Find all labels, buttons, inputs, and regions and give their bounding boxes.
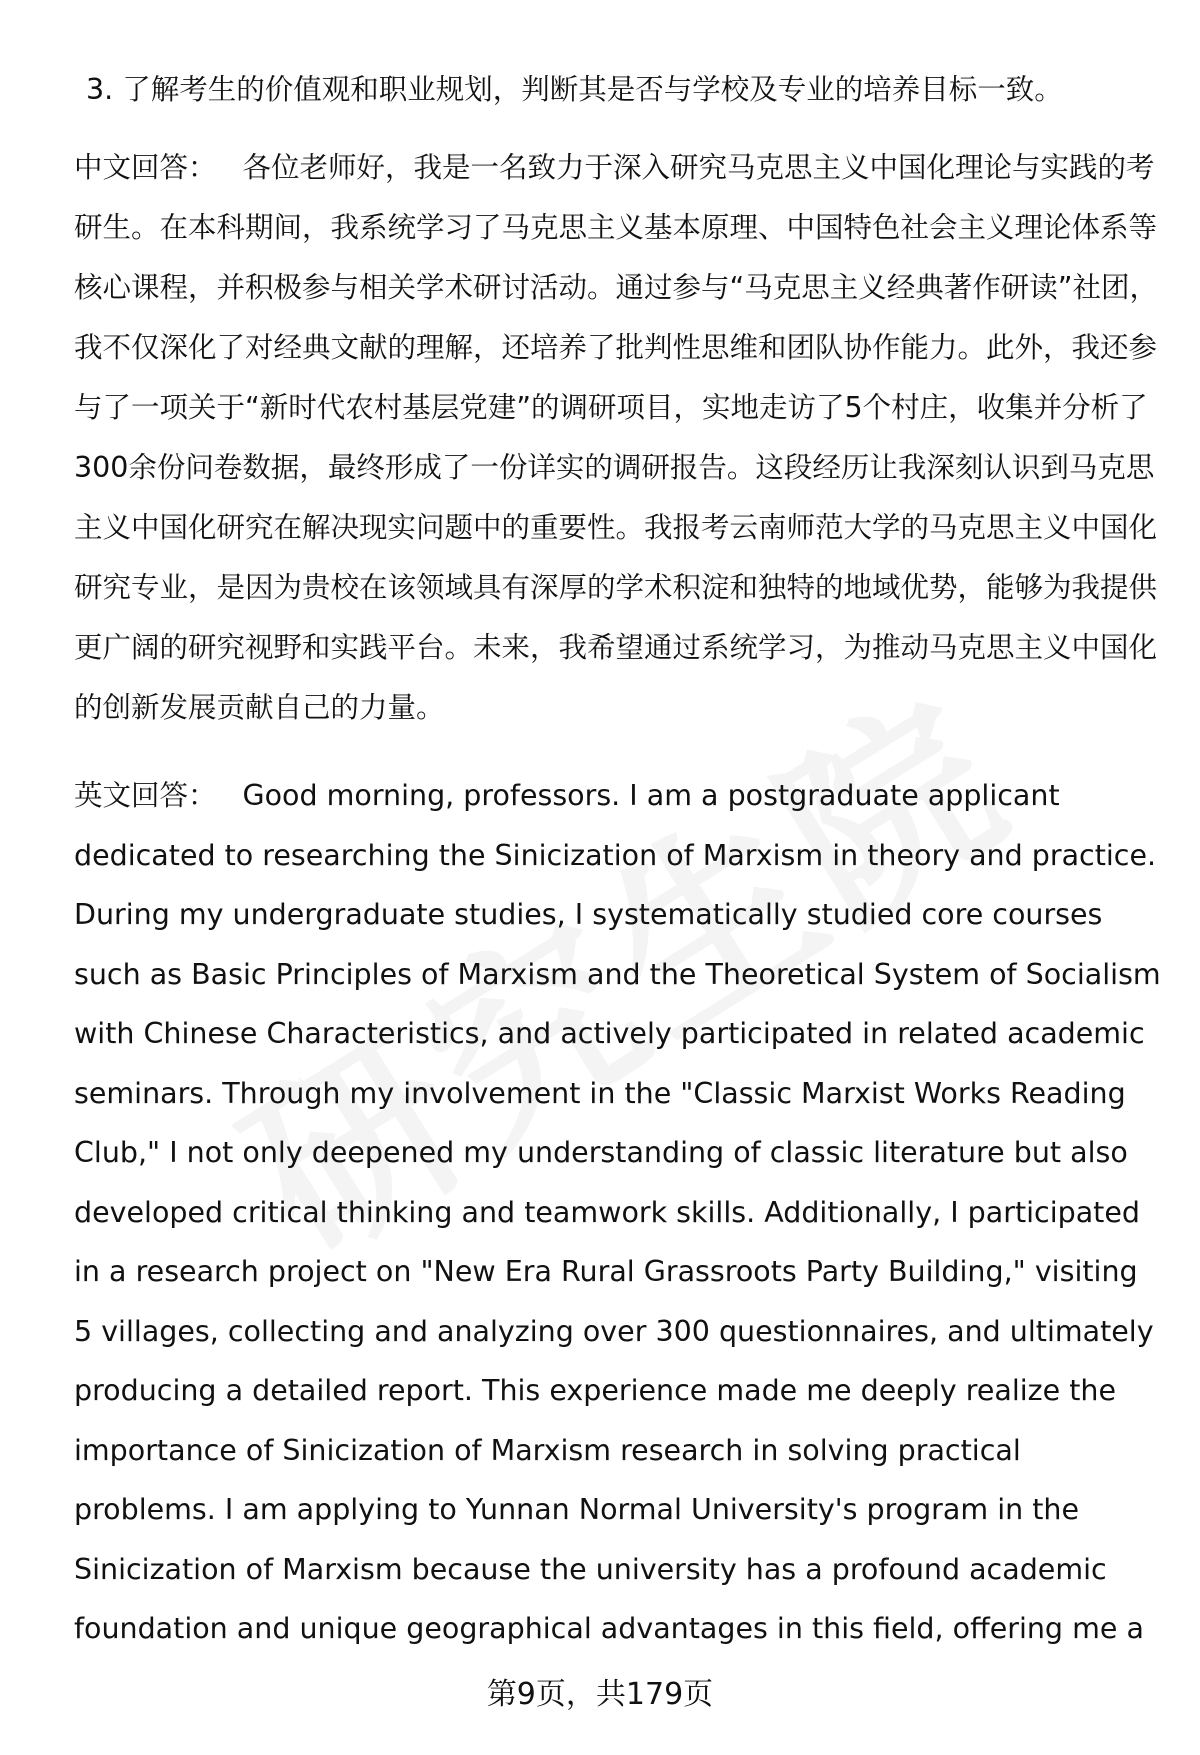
english-answer-text: Good morning, professors. I am a postgraduate applicant dedicated to researching the Sinicization of Marxism in theory and practice. During my undergraduate studies, I systematically studied core courses such as Basic Principles of Marxism and the Theoretical System of Socialism with Chinese Characteristics, and actively participated in related academic seminars. Through my involvement in the "Classic Marxist Works Reading Club," I not only deepened my understanding of classic literature but also developed critical thinking and teamwork skills. Additionally, I participated in a research project on "New Era Rural Grassroots Party Building," visiting 5 villages, collecting and analyzing over 300 questionnaires, and ultimately producing a detailed report. This experience made me deeply realize the importance of Sinicization of Marxism research in solving practical problems. I am applying to Yunnan Normal University's program in the Sinicization of Marxism because the university has a profound academic foundation and unique geographical advantages in this field, offering me a (74, 779, 1161, 1645)
english-answer-label: 英文回答： (74, 779, 217, 812)
page-content (74, 60, 1164, 1659)
list-item-text: 了解考生的价值观和职业规划，判断其是否与学校及专业的培养目标一致。 (122, 73, 1063, 106)
page-footer (0, 1670, 1200, 1720)
page-indicator: 第9页，共179页 (486, 1677, 714, 1712)
chinese-answer-paragraph (74, 138, 1164, 738)
list-item (86, 60, 1164, 120)
english-answer-paragraph (74, 766, 1164, 1659)
chinese-answer-label: 中文回答： (74, 151, 217, 184)
chinese-answer-text: 各位老师好，我是一名致力于深入研究马克思主义中国化理论与实践的考研生。在本科期间，我系统学习了马克思主义基本原理、中国特色社会主义理论体系等核心课程，并积极参与相关学术研讨活动。通过参与“马克思主义经典著作研读”社团，我不仅深化了对经典文献的理解，还培养了批判性思维和团队协作能力。此外，我还参与了一项关于“新时代农村基层党建”的调研项目，实地走访了5个村庄，收集并分析了300余份问卷数据，最终形成了一份详实的调研报告。这段经历让我深刻认识到马克思主义中国化研究在解决现实问题中的重要性。我报考云南师范大学的马克思主义中国化研究专业，是因为贵校在该领域具有深厚的学术积淀和独特的地域优势，能够为我提供更广阔的研究视野和实践平台。未来，我希望通过系统学习，为推动马克思主义中国化的创新发展贡献自己的力量。 (74, 151, 1159, 724)
list-item-number: 3. (86, 73, 114, 106)
